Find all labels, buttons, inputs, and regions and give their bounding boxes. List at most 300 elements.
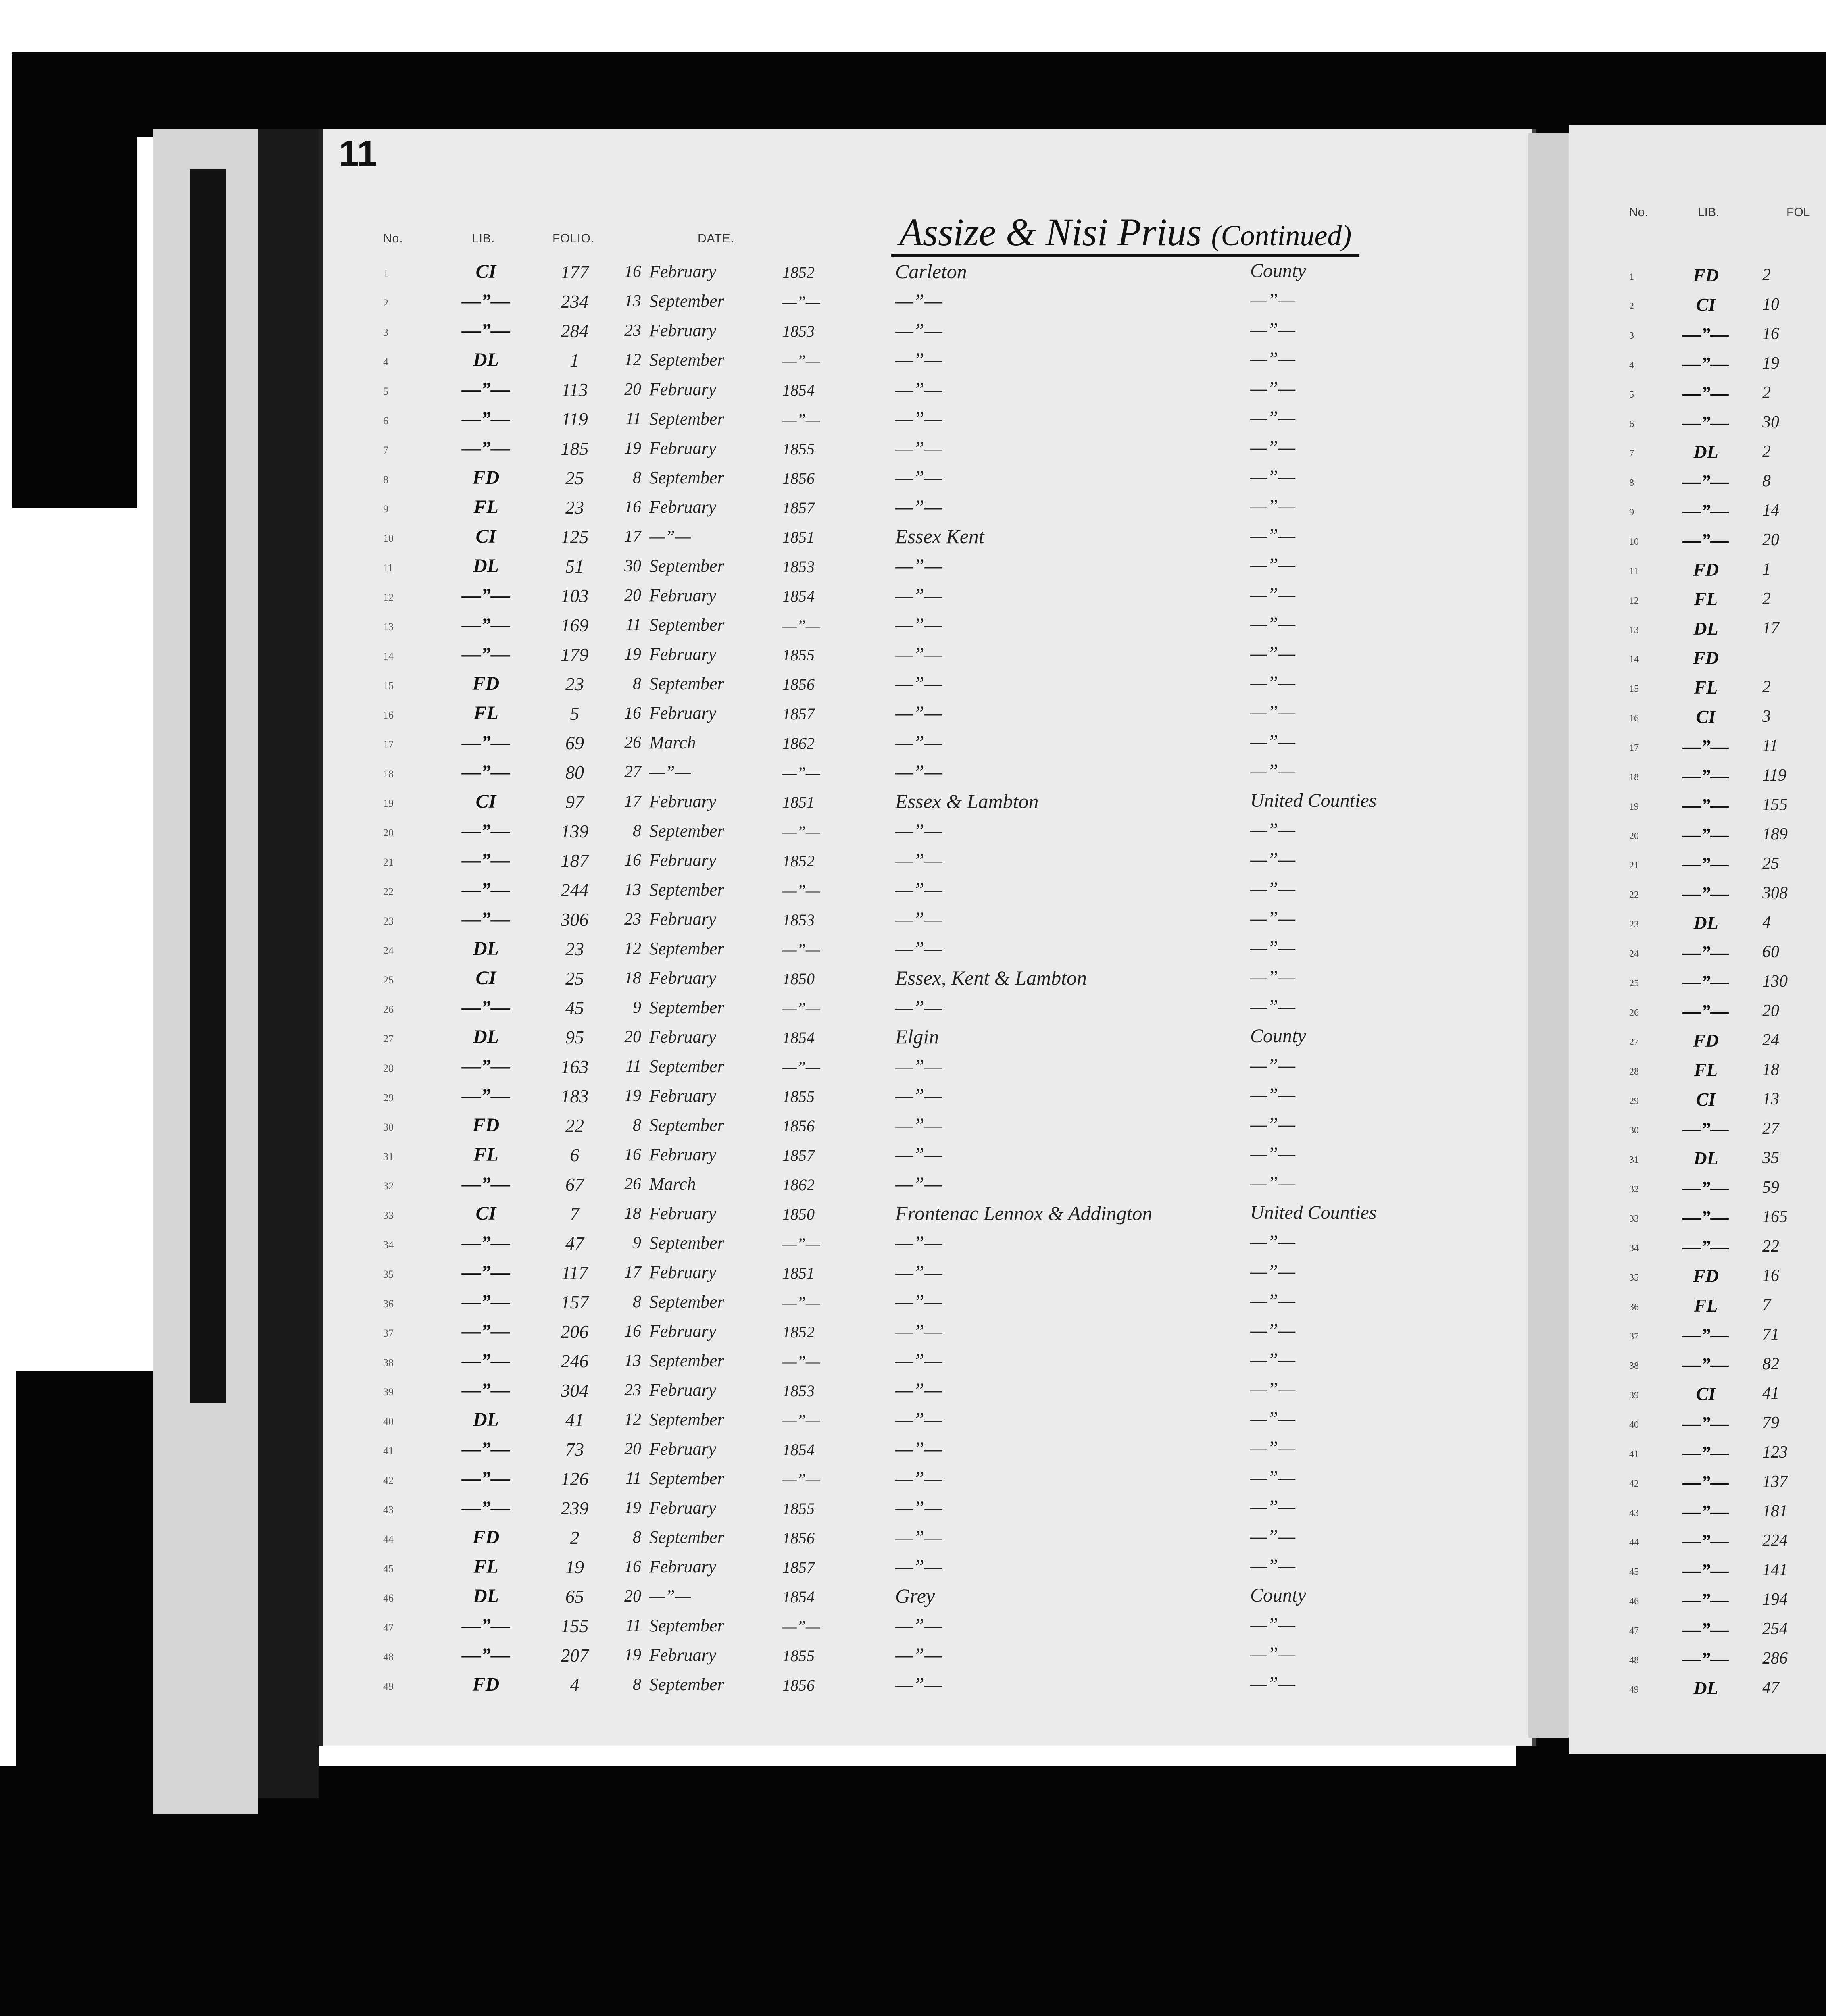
row-lib: —”— <box>462 1320 510 1342</box>
facing-row-number: 35 <box>1629 1272 1639 1283</box>
column-header-date: DATE. <box>698 232 735 245</box>
row-month: September <box>649 1292 724 1312</box>
facing-row-lib: FL <box>1694 1295 1718 1316</box>
facing-row-lib: FD <box>1693 1030 1719 1051</box>
row-kind: —”— <box>1250 496 1296 517</box>
table-row <box>323 700 1532 729</box>
row-lib: FD <box>472 1674 500 1695</box>
row-lib: —”— <box>462 1438 510 1460</box>
table-row <box>323 1377 1532 1406</box>
facing-row-lib: CI <box>1696 1383 1716 1404</box>
row-month: September <box>649 1410 724 1429</box>
row-day: 16 <box>624 498 641 516</box>
facing-table-row <box>1569 1557 1826 1587</box>
row-year: 1862 <box>782 1176 815 1194</box>
facing-row-folio: 254 <box>1762 1620 1788 1638</box>
row-place: —”— <box>895 1643 942 1666</box>
row-kind: —”— <box>1250 1437 1296 1459</box>
facing-row-number: 19 <box>1629 802 1639 812</box>
row-day: 12 <box>624 939 641 958</box>
row-folio: 80 <box>565 762 584 783</box>
row-month: September <box>649 1674 724 1694</box>
facing-row-number: 43 <box>1629 1508 1639 1518</box>
row-place: —”— <box>895 466 942 489</box>
row-month: —”— <box>649 527 691 546</box>
row-place: —”— <box>895 1526 942 1548</box>
row-number: 20 <box>383 827 394 839</box>
row-kind: —”— <box>1250 1379 1296 1400</box>
facing-row-lib: FD <box>1693 265 1719 285</box>
row-folio: 157 <box>561 1292 589 1312</box>
facing-row-lib: DL <box>1693 1678 1718 1698</box>
row-year: —”— <box>782 881 820 900</box>
row-place: —”— <box>895 643 942 665</box>
row-folio: 187 <box>561 850 589 871</box>
facing-table-row <box>1569 1381 1826 1410</box>
row-place: —”— <box>895 613 942 636</box>
row-folio: 65 <box>565 1586 584 1607</box>
row-year: 1857 <box>782 705 815 723</box>
row-year: —”— <box>782 940 820 958</box>
row-day: 17 <box>624 527 641 546</box>
row-place: —”— <box>895 554 942 577</box>
page-gutter <box>258 129 319 1798</box>
facing-row-number: 39 <box>1629 1390 1639 1401</box>
table-row <box>323 435 1532 464</box>
facing-row-lib: DL <box>1693 618 1718 639</box>
row-month: September <box>649 1056 724 1076</box>
facing-table-row <box>1569 586 1826 615</box>
row-kind: —”— <box>1250 1673 1296 1694</box>
facing-row-lib: CI <box>1696 1089 1716 1110</box>
table-row <box>323 464 1532 494</box>
facing-row-lib: FL <box>1694 589 1718 609</box>
row-folio: 23 <box>565 497 584 518</box>
row-year: 1855 <box>782 1500 815 1518</box>
facing-row-folio: 14 <box>1762 501 1779 520</box>
facing-row-lib: —”— <box>1682 1325 1729 1345</box>
facing-row-lib: —”— <box>1682 530 1729 550</box>
row-kind: County <box>1250 260 1306 281</box>
row-day: 9 <box>633 1234 641 1252</box>
book-spine <box>1528 133 1569 1738</box>
table-row <box>323 876 1532 906</box>
facing-row-lib: FD <box>1693 1266 1719 1286</box>
table-row <box>323 346 1532 376</box>
table-row <box>323 1641 1532 1671</box>
facing-table-row <box>1569 262 1826 292</box>
facing-row-lib: —”— <box>1682 765 1729 786</box>
row-month: February <box>649 1086 717 1106</box>
row-folio: 1 <box>570 350 579 371</box>
row-kind: —”— <box>1250 1614 1296 1635</box>
row-day: 8 <box>633 1675 641 1694</box>
row-day: 11 <box>625 1469 641 1488</box>
facing-row-lib: FD <box>1693 559 1719 580</box>
row-place: —”— <box>895 1320 942 1342</box>
row-year: 1856 <box>782 1117 815 1135</box>
row-kind: —”— <box>1250 702 1296 723</box>
row-day: 18 <box>624 969 641 987</box>
row-folio: 169 <box>561 615 589 635</box>
row-day: 16 <box>624 262 641 281</box>
row-lib: DL <box>473 1026 499 1048</box>
row-kind: —”— <box>1250 1467 1296 1488</box>
row-lib: FD <box>472 1114 500 1136</box>
row-folio: 155 <box>561 1616 589 1636</box>
row-folio: 244 <box>561 880 589 900</box>
row-kind: —”— <box>1250 996 1296 1017</box>
facing-table-row <box>1569 733 1826 762</box>
row-kind: —”— <box>1250 643 1296 664</box>
row-place: Elgin <box>895 1025 939 1048</box>
row-place: —”— <box>895 1467 942 1489</box>
row-day: 13 <box>624 881 641 899</box>
table-row <box>323 670 1532 700</box>
row-month: February <box>649 1557 717 1577</box>
row-kind: —”— <box>1250 1231 1296 1253</box>
facing-row-number: 27 <box>1629 1037 1639 1048</box>
row-month: February <box>649 1498 717 1518</box>
row-folio: 51 <box>565 556 584 577</box>
row-year: 1856 <box>782 675 815 694</box>
row-day: 8 <box>633 1116 641 1135</box>
row-month: February <box>649 1145 717 1164</box>
row-month: February <box>649 791 717 811</box>
facing-row-number: 14 <box>1629 654 1639 665</box>
row-place: —”— <box>895 1673 942 1695</box>
row-month: March <box>649 733 696 752</box>
row-month: September <box>649 674 724 694</box>
row-month: September <box>649 1616 724 1635</box>
facing-row-number: 23 <box>1629 919 1639 930</box>
facing-table-row <box>1569 350 1826 380</box>
facing-row-number: 8 <box>1629 478 1634 488</box>
row-day: 19 <box>624 1646 641 1664</box>
row-number: 6 <box>383 415 388 427</box>
row-year: 1855 <box>782 440 815 458</box>
facing-row-folio: 130 <box>1762 972 1788 991</box>
table-row <box>323 994 1532 1023</box>
facing-table-row <box>1569 439 1826 468</box>
row-lib: FL <box>473 496 498 518</box>
facing-row-number: 37 <box>1629 1331 1639 1342</box>
table-row <box>323 494 1532 523</box>
facing-row-number: 5 <box>1629 389 1634 400</box>
row-place: Carleton <box>895 260 967 283</box>
row-place: —”— <box>895 672 942 695</box>
facing-row-folio: 2 <box>1762 589 1771 608</box>
facing-row-folio: 2 <box>1762 266 1771 284</box>
row-number: 42 <box>383 1475 394 1486</box>
facing-row-number: 45 <box>1629 1567 1639 1577</box>
row-year: —”— <box>782 1293 820 1312</box>
row-kind: —”— <box>1250 584 1296 605</box>
row-folio: 6 <box>570 1145 579 1165</box>
row-place: —”— <box>895 1408 942 1431</box>
facing-table-row <box>1569 1675 1826 1704</box>
row-day: 23 <box>624 1381 641 1400</box>
row-year: 1853 <box>782 558 815 576</box>
row-month: September <box>649 1527 724 1547</box>
row-number: 29 <box>383 1092 394 1104</box>
row-place: —”— <box>895 908 942 930</box>
facing-row-folio: 20 <box>1762 531 1779 549</box>
row-year: 1857 <box>782 499 815 517</box>
facing-table-row <box>1569 468 1826 498</box>
row-year: 1853 <box>782 322 815 340</box>
row-place: —”— <box>895 702 942 724</box>
row-number: 48 <box>383 1651 394 1663</box>
row-number: 41 <box>383 1445 394 1457</box>
table-row <box>323 523 1532 552</box>
row-day: 19 <box>624 439 641 458</box>
table-row <box>323 1023 1532 1053</box>
facing-row-number: 30 <box>1629 1125 1639 1136</box>
row-kind: —”— <box>1250 819 1296 841</box>
row-month: February <box>649 1645 717 1665</box>
row-month: February <box>649 1204 717 1223</box>
page-edge-shadow <box>190 169 226 1403</box>
row-number: 19 <box>383 798 394 809</box>
row-kind: —”— <box>1250 1055 1296 1076</box>
row-month: February <box>649 1439 717 1459</box>
facing-table-row <box>1569 527 1826 556</box>
row-kind: —”— <box>1250 466 1296 487</box>
facing-column-header-lib: LIB. <box>1698 206 1720 219</box>
facing-row-lib: —”— <box>1682 324 1729 344</box>
facing-row-folio: 27 <box>1762 1119 1779 1138</box>
row-lib: DL <box>473 1585 499 1607</box>
row-year: 1850 <box>782 1205 815 1223</box>
row-lib: —”— <box>462 614 510 635</box>
facing-row-folio: 22 <box>1762 1237 1779 1256</box>
row-kind: —”— <box>1250 437 1296 458</box>
facing-row-lib: —”— <box>1682 795 1729 815</box>
facing-table-row <box>1569 556 1826 586</box>
page-number: 11 <box>339 133 377 174</box>
facing-row-folio: 3 <box>1762 707 1771 726</box>
row-number: 11 <box>383 562 394 574</box>
row-year: 1853 <box>782 911 815 929</box>
facing-row-lib: DL <box>1693 912 1718 933</box>
table-row <box>323 1435 1532 1465</box>
facing-row-number: 40 <box>1629 1420 1639 1430</box>
facing-table-row <box>1569 1116 1826 1145</box>
facing-row-number: 38 <box>1629 1361 1639 1371</box>
row-year: 1854 <box>782 381 815 399</box>
row-kind: County <box>1250 1585 1306 1606</box>
row-lib: —”— <box>462 1056 510 1077</box>
facing-row-folio: 141 <box>1762 1561 1788 1579</box>
row-month: September <box>649 350 724 370</box>
row-lib: CI <box>475 526 496 547</box>
row-place: —”— <box>895 1496 942 1519</box>
facing-row-lib: FD <box>1693 648 1719 668</box>
row-place: —”— <box>895 1290 942 1313</box>
row-lib: FL <box>473 1556 498 1577</box>
row-number: 49 <box>383 1681 394 1692</box>
row-month: February <box>649 703 717 723</box>
facing-row-folio: 286 <box>1762 1649 1788 1668</box>
row-number: 25 <box>383 974 394 986</box>
row-year: —”— <box>782 616 820 635</box>
facing-row-lib: DL <box>1693 1148 1718 1168</box>
row-folio: 284 <box>561 321 589 341</box>
row-place: —”— <box>895 1055 942 1077</box>
row-year: 1855 <box>782 1647 815 1665</box>
facing-row-folio: 4 <box>1762 913 1771 932</box>
row-place: Essex & Lambton <box>895 790 1039 812</box>
facing-row-folio: 59 <box>1762 1178 1779 1197</box>
row-month: —”— <box>649 762 691 782</box>
row-lib: —”— <box>462 1350 510 1371</box>
row-number: 16 <box>383 709 394 721</box>
facing-row-number: 15 <box>1629 684 1639 694</box>
row-day: 16 <box>624 704 641 723</box>
row-folio: 25 <box>565 968 584 989</box>
row-year: 1856 <box>782 469 815 487</box>
facing-row-folio: 194 <box>1762 1590 1788 1609</box>
row-month: —”— <box>649 1586 691 1606</box>
row-year: 1862 <box>782 734 815 752</box>
row-number: 27 <box>383 1033 394 1045</box>
row-kind: —”— <box>1250 1143 1296 1164</box>
table-row <box>323 1671 1532 1700</box>
row-kind: —”— <box>1250 672 1296 694</box>
facing-row-folio: 17 <box>1762 619 1779 637</box>
row-lib: DL <box>473 1409 499 1430</box>
row-number: 24 <box>383 945 394 956</box>
row-folio: 206 <box>561 1321 589 1342</box>
facing-row-lib: —”— <box>1682 1531 1729 1551</box>
facing-table-row <box>1569 1175 1826 1204</box>
row-lib: FD <box>472 467 500 488</box>
row-lib: CI <box>475 791 496 812</box>
row-folio: 41 <box>565 1410 584 1430</box>
row-folio: 117 <box>561 1262 588 1283</box>
row-month: February <box>649 379 717 399</box>
facing-row-lib: —”— <box>1682 1648 1729 1669</box>
row-number: 14 <box>383 650 394 662</box>
table-row <box>323 287 1532 317</box>
row-lib: FD <box>472 1527 500 1548</box>
row-number: 45 <box>383 1563 394 1574</box>
row-month: September <box>649 615 724 635</box>
row-place: —”— <box>895 760 942 783</box>
row-lib: —”— <box>462 1262 510 1283</box>
row-day: 27 <box>624 763 641 781</box>
table-row <box>323 376 1532 405</box>
row-month: September <box>649 998 724 1017</box>
row-day: 26 <box>624 1175 641 1193</box>
row-month: September <box>649 556 724 576</box>
row-month: September <box>649 1233 724 1253</box>
row-year: —”— <box>782 410 820 429</box>
row-number: 36 <box>383 1298 394 1310</box>
row-year: —”— <box>782 293 820 311</box>
facing-row-number: 4 <box>1629 360 1634 371</box>
row-place: Frontenac Lennox & Addington <box>895 1202 1153 1225</box>
row-day: 8 <box>633 469 641 487</box>
facing-row-lib: —”— <box>1682 1177 1729 1198</box>
row-kind: —”— <box>1250 1114 1296 1135</box>
row-folio: 19 <box>565 1557 584 1577</box>
facing-row-folio: 35 <box>1762 1149 1779 1167</box>
row-place: —”— <box>895 819 942 842</box>
row-month: September <box>649 821 724 841</box>
row-kind: —”— <box>1250 407 1296 429</box>
facing-row-lib: —”— <box>1682 471 1729 492</box>
row-lib: —”— <box>462 997 510 1018</box>
row-folio: 7 <box>570 1204 579 1224</box>
facing-row-folio: 13 <box>1762 1090 1779 1108</box>
facing-row-folio: 2 <box>1762 678 1771 696</box>
row-number: 17 <box>383 739 394 750</box>
row-folio: 95 <box>565 1027 584 1048</box>
row-month: September <box>649 939 724 958</box>
row-kind: —”— <box>1250 1084 1296 1106</box>
row-number: 39 <box>383 1386 394 1398</box>
row-folio: 4 <box>570 1674 579 1695</box>
row-day: 13 <box>624 1352 641 1370</box>
row-lib: —”— <box>462 1085 510 1106</box>
table-row <box>323 1524 1532 1553</box>
row-day: 16 <box>624 851 641 870</box>
facing-row-folio: 155 <box>1762 796 1788 814</box>
row-folio: 125 <box>561 527 589 547</box>
row-lib: —”— <box>462 879 510 900</box>
facing-row-lib: —”— <box>1682 1560 1729 1581</box>
row-place: —”— <box>895 584 942 606</box>
facing-row-folio: 165 <box>1762 1208 1788 1226</box>
facing-table-row <box>1569 968 1826 998</box>
facing-table-row <box>1569 1587 1826 1616</box>
row-day: 17 <box>624 792 641 811</box>
row-day: 26 <box>624 733 641 752</box>
row-number: 4 <box>383 356 388 368</box>
facing-row-lib: —”— <box>1682 1207 1729 1227</box>
row-number: 34 <box>383 1239 394 1251</box>
facing-row-number: 11 <box>1629 566 1639 577</box>
table-row <box>323 1494 1532 1524</box>
table-row <box>323 1112 1532 1141</box>
row-kind: —”— <box>1250 1408 1296 1429</box>
table-row <box>323 1612 1532 1641</box>
row-lib: DL <box>473 349 499 371</box>
row-number: 30 <box>383 1121 394 1133</box>
table-row <box>323 1288 1532 1318</box>
row-day: 8 <box>633 1293 641 1311</box>
row-year: —”— <box>782 1058 820 1076</box>
row-day: 8 <box>633 675 641 693</box>
row-number: 46 <box>383 1592 394 1604</box>
facing-row-folio: 189 <box>1762 825 1788 843</box>
facing-table-row <box>1569 910 1826 939</box>
row-place: —”— <box>895 407 942 430</box>
table-row <box>323 1465 1532 1494</box>
row-number: 15 <box>383 680 394 691</box>
row-day: 9 <box>633 998 641 1017</box>
facing-row-number: 36 <box>1629 1302 1639 1312</box>
facing-row-number: 44 <box>1629 1537 1639 1548</box>
row-number: 7 <box>383 444 388 456</box>
row-number: 13 <box>383 621 394 633</box>
facing-table-row <box>1569 409 1826 439</box>
row-number: 26 <box>383 1004 394 1015</box>
row-day: 11 <box>625 1057 641 1076</box>
facing-row-lib: —”— <box>1682 1413 1729 1433</box>
